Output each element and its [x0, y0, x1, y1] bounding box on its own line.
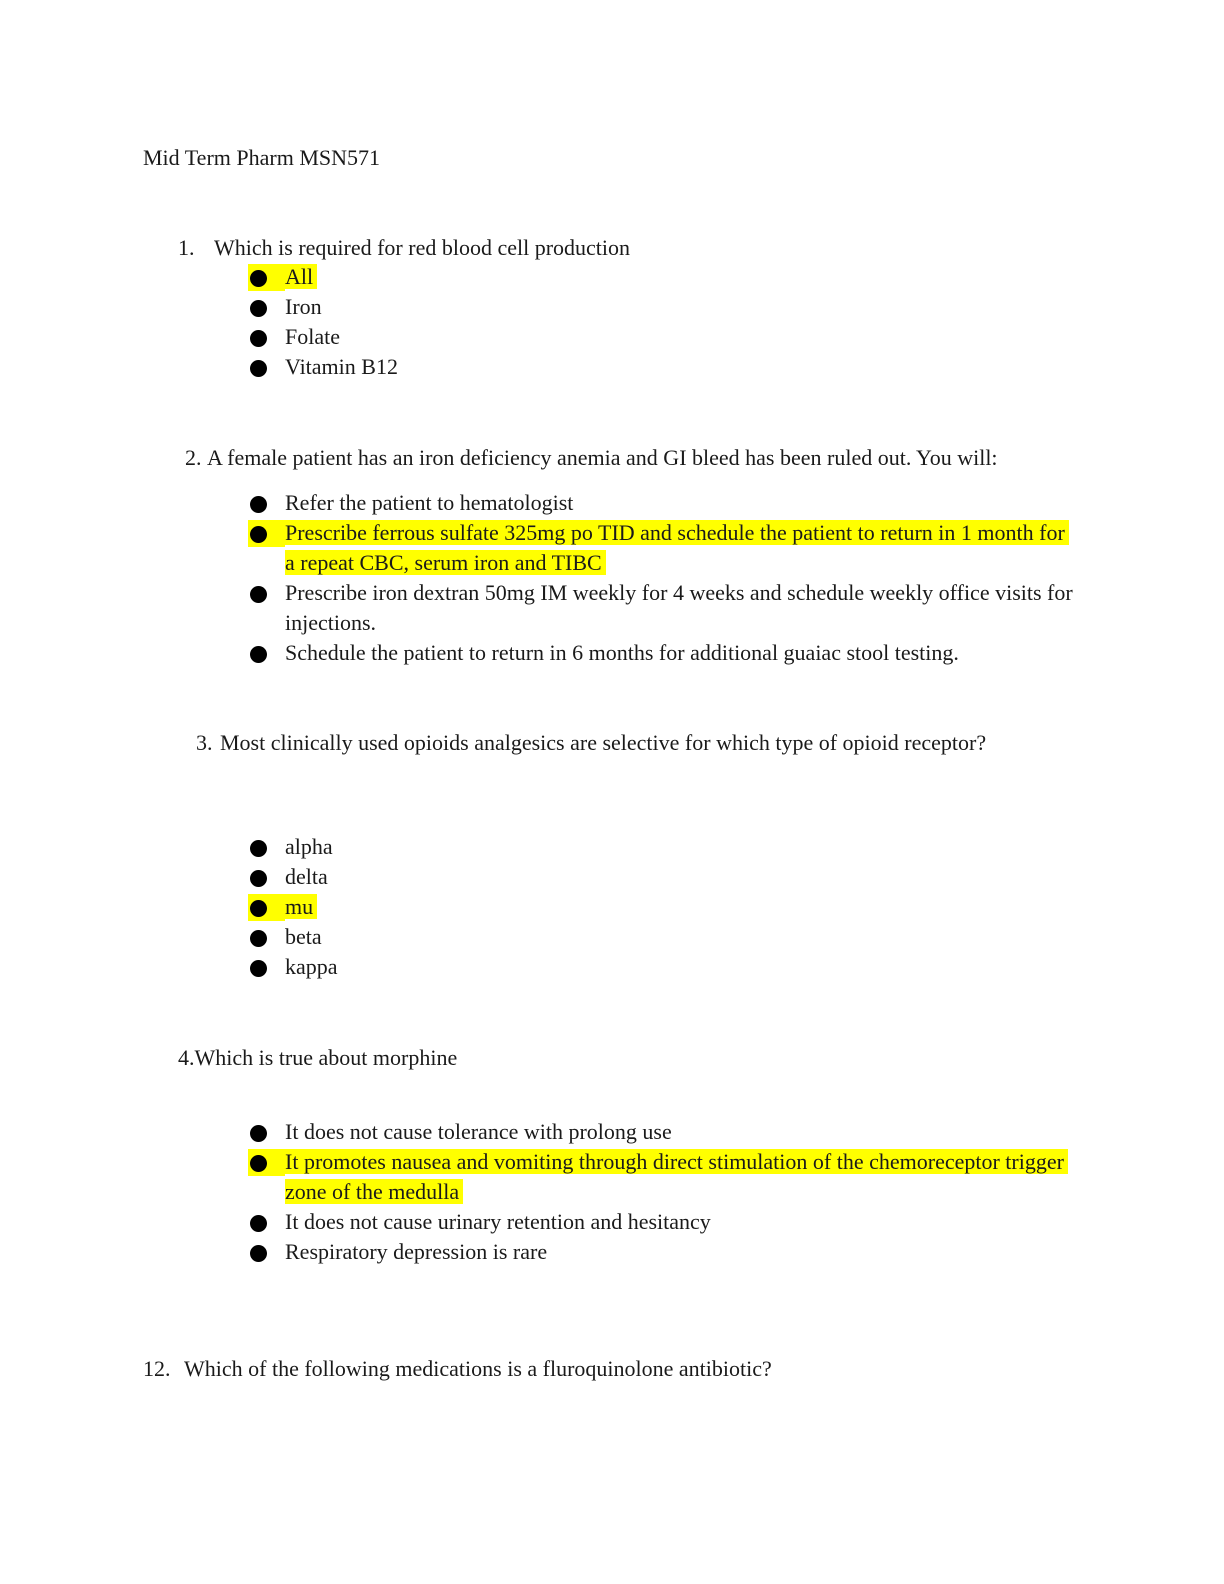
question-text: Which of the following medications is a fluroquinolone antibiotic? — [184, 1356, 772, 1381]
question-number: 3. — [196, 730, 213, 755]
option-item: It promotes nausea and vomiting through direct stimulation of the chemoreceptor trigger zone of the medulla — [0, 1147, 1075, 1207]
question-3-options — [0, 832, 1224, 982]
option-item: It does not cause tolerance with prolong use — [0, 1117, 1075, 1147]
bullet-icon — [250, 930, 267, 947]
bullet-icon — [250, 496, 267, 513]
question-12 — [143, 1355, 772, 1383]
option-item: Iron — [0, 292, 1075, 322]
question-1 — [178, 234, 630, 262]
question-text: A female patient has an iron deficiency anemia and GI bleed has been ruled out. You will: — [207, 445, 998, 470]
option-item: Folate — [0, 322, 1075, 352]
question-number: 12. — [143, 1356, 171, 1381]
question-text: Which is required for red blood cell production — [214, 235, 631, 260]
question-1-options — [0, 262, 1224, 382]
bullet-icon — [250, 360, 267, 377]
option-item: alpha — [0, 832, 1075, 862]
bullet-icon — [250, 1215, 267, 1232]
option-item: All — [0, 262, 1075, 292]
question-number: 4. — [178, 1045, 195, 1070]
bullet-icon — [250, 270, 267, 287]
bullet-icon — [250, 586, 267, 603]
bullet-icon — [250, 300, 267, 317]
question-4-options — [0, 1117, 1224, 1267]
bullet-icon — [250, 960, 267, 977]
option-item: Vitamin B12 — [0, 352, 1075, 382]
question-4 — [178, 1044, 457, 1072]
option-item: beta — [0, 922, 1075, 952]
bullet-icon — [250, 1245, 267, 1262]
bullet-icon — [250, 646, 267, 663]
bullet-icon — [250, 1125, 267, 1142]
option-item: It does not cause urinary retention and hesitancy — [0, 1207, 1075, 1237]
bullet-icon — [250, 526, 267, 543]
bullet-icon — [250, 870, 267, 887]
question-number: 2. — [185, 445, 202, 470]
bullet-icon — [250, 330, 267, 347]
question-number: 1. — [178, 235, 195, 260]
option-item: Schedule the patient to return in 6 months for additional guaiac stool testing. — [0, 638, 1075, 668]
bullet-icon — [250, 1155, 267, 1172]
option-item: kappa — [0, 952, 1075, 982]
option-item: Refer the patient to hematologist — [0, 488, 1075, 518]
question-text: Which is true about morphine — [194, 1045, 458, 1070]
option-item: mu — [0, 892, 1075, 922]
option-item: Prescribe ferrous sulfate 325mg po TID and schedule the patient to return in 1 month for a repeat CBC, serum iron and TIBC — [0, 518, 1075, 578]
option-item: delta — [0, 862, 1075, 892]
question-text: Most clinically used opioids analgesics are selective for which type of opioid receptor? — [220, 730, 987, 755]
question-3 — [196, 729, 986, 757]
document-title: Mid Term Pharm MSN571 — [143, 145, 381, 170]
question-2-options — [0, 488, 1224, 668]
option-item: Prescribe iron dextran 50mg IM weekly for 4 weeks and schedule weekly office visits for injections. — [0, 578, 1075, 638]
question-2 — [185, 444, 998, 472]
bullet-icon — [250, 900, 267, 917]
option-item: Respiratory depression is rare — [0, 1237, 1075, 1267]
bullet-icon — [250, 840, 267, 857]
